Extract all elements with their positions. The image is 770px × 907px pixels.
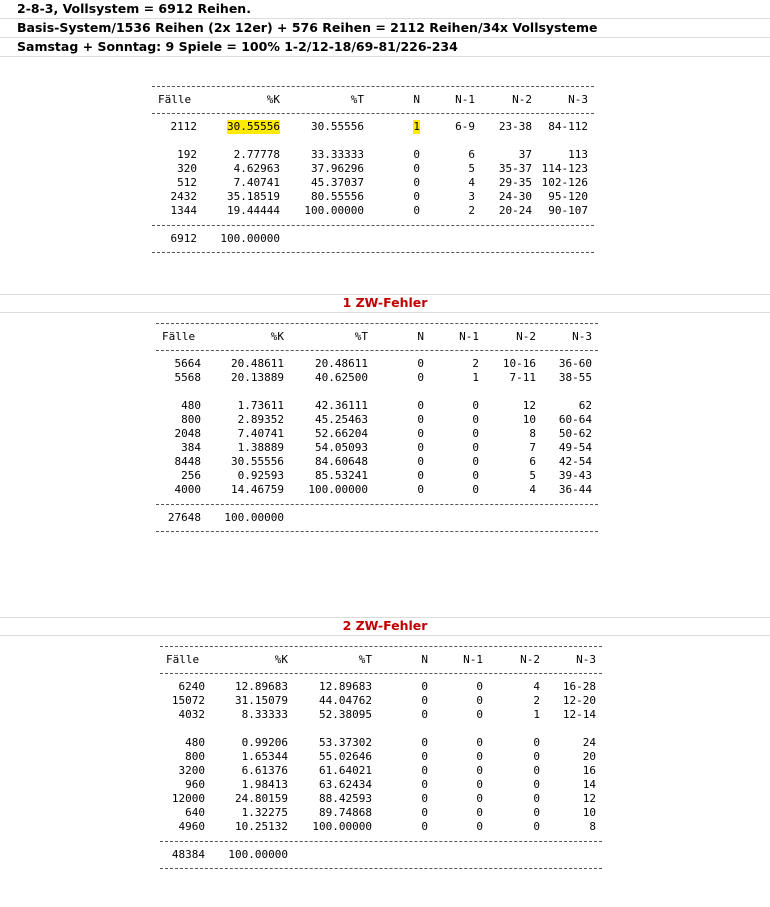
cell-pct-k: 30.55556: [227, 120, 280, 133]
cell-n-2: 7-11: [509, 371, 536, 384]
cell-pct-t: 40.62500: [315, 371, 368, 384]
cell-n-2: 1: [533, 708, 540, 721]
cell-n-1: 0: [476, 806, 483, 819]
table-header-row: [160, 653, 602, 667]
cell-pct-k: 1.98413: [241, 778, 288, 791]
cell-pct-t: 89.74868: [319, 806, 372, 819]
dashed-rule: [156, 504, 598, 505]
cell-n-2: 10: [522, 413, 536, 426]
column-header-n-3: N-3: [572, 330, 592, 343]
section-title-1-zw-fehler: 1 ZW-Fehler: [342, 295, 428, 310]
cell-n-3: 62: [578, 399, 592, 412]
cell-n-3: 24: [582, 736, 596, 749]
cell-faelle: 2432: [170, 190, 197, 203]
column-header-pct-t: %T: [354, 330, 368, 343]
cell-faelle: 1344: [170, 204, 197, 217]
dashed-rule: [156, 323, 598, 324]
cell-n-2: 35-37: [498, 162, 532, 175]
table-row: [156, 399, 598, 413]
cell-pct-t: 80.55556: [311, 190, 364, 203]
cell-pct-t: 33.33333: [311, 148, 364, 161]
column-header-n-2: N-2: [512, 93, 532, 106]
cell-pct-k: 8.33333: [241, 708, 288, 721]
table-row: [160, 764, 602, 778]
cell-n-1: 0: [476, 680, 483, 693]
cell-n-1: 4: [468, 176, 475, 189]
cell-n-1: 3: [468, 190, 475, 203]
table-row: [156, 469, 598, 483]
dashed-rule: [160, 841, 602, 842]
column-header-n-1: N-1: [463, 653, 483, 666]
dashed-rule: [152, 113, 594, 114]
cell-n-1: 6: [468, 148, 475, 161]
cell-n-1: 0: [472, 441, 479, 454]
cell-pct-t: 85.53241: [315, 469, 368, 482]
cell-faelle: 2048: [174, 427, 201, 440]
table-row: [160, 750, 602, 764]
cell-pct-t: 61.64021: [319, 764, 372, 777]
cell-pct-k: 7.40741: [233, 176, 280, 189]
cell-n-3: 42-54: [558, 455, 592, 468]
cell-pct-k: 0.92593: [237, 469, 284, 482]
cell-faelle: 256: [181, 469, 201, 482]
cell-pct-k: 100.00000: [228, 848, 288, 861]
cell-n-2: 12: [522, 399, 536, 412]
cell-faelle: 2112: [170, 120, 197, 133]
cell-pct-t: 30.55556: [311, 120, 364, 133]
cell-pct-k: 0.99206: [241, 736, 288, 749]
cell-faelle: 5664: [174, 357, 201, 370]
column-header-n-3: N-3: [568, 93, 588, 106]
column-header-n: N: [413, 93, 420, 106]
cell-faelle: 3200: [178, 764, 205, 777]
cell-n-1: 6-9: [455, 120, 475, 133]
cell-n-2: 10-16: [502, 357, 536, 370]
dashed-rule: [156, 350, 598, 351]
table-row: [156, 455, 598, 469]
cell-n-3: 12-20: [562, 694, 596, 707]
cell-pct-t: 100.00000: [304, 204, 364, 217]
cell-pct-t: 63.62434: [319, 778, 372, 791]
cell-n-3: 8: [589, 820, 596, 833]
cell-faelle: 512: [177, 176, 197, 189]
cell-n-2: 24-30: [498, 190, 532, 203]
cell-faelle: 8448: [174, 455, 201, 468]
table-row: [152, 190, 594, 204]
cell-n: 1: [413, 120, 420, 133]
table-row: [152, 120, 594, 134]
cell-n-2: 4: [533, 680, 540, 693]
cell-n-3: 114-123: [541, 162, 588, 175]
cell-n-1: 1: [472, 371, 479, 384]
cell-n-2: 23-38: [498, 120, 532, 133]
cell-n: 0: [413, 204, 420, 217]
cell-pct-k: 7.40741: [237, 427, 284, 440]
cell-pct-t: 53.37302: [319, 736, 372, 749]
table-row: [160, 806, 602, 820]
cell-n-3: 14: [582, 778, 596, 791]
column-header-pct-t: %T: [358, 653, 372, 666]
cell-pct-t: 45.25463: [315, 413, 368, 426]
cell-pct-t: 42.36111: [315, 399, 368, 412]
cell-faelle: 320: [177, 162, 197, 175]
cell-n-3: 16-28: [562, 680, 596, 693]
cell-n-1: 0: [476, 708, 483, 721]
column-header-n-3: N-3: [576, 653, 596, 666]
cell-n-2: 0: [533, 792, 540, 805]
cell-n-2: 29-35: [498, 176, 532, 189]
cell-faelle: 4032: [178, 708, 205, 721]
cell-faelle: 384: [181, 441, 201, 454]
table-row: [152, 204, 594, 218]
dashed-rule: [152, 252, 594, 253]
cell-n-2: 7: [529, 441, 536, 454]
cell-pct-k: 1.32275: [241, 806, 288, 819]
cell-pct-k: 19.44444: [227, 204, 280, 217]
cell-n: 0: [413, 190, 420, 203]
column-header-n-1: N-1: [455, 93, 475, 106]
table-total-row: [152, 232, 594, 246]
column-header-n: N: [417, 330, 424, 343]
dashed-rule: [160, 646, 602, 647]
cell-n-1: 0: [476, 820, 483, 833]
cell-n-3: 50-62: [558, 427, 592, 440]
cell-n-1: 0: [476, 750, 483, 763]
cell-faelle: 6240: [178, 680, 205, 693]
dashed-rule: [156, 531, 598, 532]
table-row: [160, 736, 602, 750]
cell-pct-t: 52.38095: [319, 708, 372, 721]
cell-n-1: 0: [476, 694, 483, 707]
cell-pct-k: 20.48611: [231, 357, 284, 370]
cell-n-3: 10: [582, 806, 596, 819]
cell-n-2: 37: [518, 148, 532, 161]
cell-n-1: 0: [476, 764, 483, 777]
dashed-rule: [160, 673, 602, 674]
cell-faelle: 15072: [171, 694, 205, 707]
cell-n-3: 39-43: [558, 469, 592, 482]
cell-pct-t: 44.04762: [319, 694, 372, 707]
cell-faelle: 4960: [178, 820, 205, 833]
cell-n-3: 60-64: [558, 413, 592, 426]
cell-pct-k: 35.18519: [227, 190, 280, 203]
cell-n-1: 2: [468, 204, 475, 217]
table-row: [156, 441, 598, 455]
cell-n-1: 0: [472, 455, 479, 468]
cell-pct-k: 100.00000: [220, 232, 280, 245]
cell-n-3: 90-107: [548, 204, 588, 217]
dashed-rule: [152, 86, 594, 87]
cell-n: 0: [421, 708, 428, 721]
section-title-2-zw-fehler: 2 ZW-Fehler: [342, 618, 428, 633]
cell-pct-k: 6.61376: [241, 764, 288, 777]
cell-n: 0: [417, 455, 424, 468]
cell-pct-k: 100.00000: [224, 511, 284, 524]
table-header-row: [156, 330, 598, 344]
table-row: [156, 371, 598, 385]
cell-n-3: 113: [568, 148, 588, 161]
cell-pct-t: 54.05093: [315, 441, 368, 454]
cell-n-1: 0: [472, 399, 479, 412]
cell-faelle: 800: [181, 413, 201, 426]
cell-pct-t: 55.02646: [319, 750, 372, 763]
cell-n-2: 5: [529, 469, 536, 482]
column-header-n-2: N-2: [516, 330, 536, 343]
cell-faelle: 4000: [174, 483, 201, 496]
cell-pct-t: 100.00000: [308, 483, 368, 496]
cell-pct-t: 37.96296: [311, 162, 364, 175]
table-row: [160, 680, 602, 694]
cell-n: 0: [417, 427, 424, 440]
cell-pct-k: 12.89683: [235, 680, 288, 693]
cell-n-1: 0: [472, 413, 479, 426]
cell-n-3: 36-60: [558, 357, 592, 370]
table-row: [160, 694, 602, 708]
cell-n-3: 12: [582, 792, 596, 805]
cell-n: 0: [417, 399, 424, 412]
cell-pct-k: 30.55556: [231, 455, 284, 468]
cell-n: 0: [417, 483, 424, 496]
table-row: [160, 820, 602, 834]
cell-n-3: 12-14: [562, 708, 596, 721]
cell-n-3: 49-54: [558, 441, 592, 454]
cell-faelle: 48384: [171, 848, 205, 861]
cell-pct-t: 45.37037: [311, 176, 364, 189]
cell-n-2: 0: [533, 778, 540, 791]
cell-n: 0: [421, 792, 428, 805]
cell-n: 0: [421, 806, 428, 819]
cell-pct-k: 31.15079: [235, 694, 288, 707]
cell-pct-t: 88.42593: [319, 792, 372, 805]
cell-n-1: 2: [472, 357, 479, 370]
cell-n: 0: [421, 764, 428, 777]
cell-n-3: 95-120: [548, 190, 588, 203]
column-header-faelle: Fälle: [162, 330, 196, 343]
cell-pct-k: 10.25132: [235, 820, 288, 833]
cell-pct-k: 2.77778: [233, 148, 280, 161]
cell-faelle: 5568: [174, 371, 201, 384]
table-row: [152, 148, 594, 162]
cell-n-2: 0: [533, 806, 540, 819]
table-row: [160, 778, 602, 792]
cell-n-2: 8: [529, 427, 536, 440]
table-row: [156, 413, 598, 427]
cell-pct-k: 2.89352: [237, 413, 284, 426]
header-line-2: Basis-System/1536 Reihen (2x 12er) + 576 Reihen = 2112 Reihen/34x Vollsysteme: [0, 19, 770, 38]
cell-faelle: 480: [181, 399, 201, 412]
cell-n-2: 2: [533, 694, 540, 707]
table-row: [152, 162, 594, 176]
cell-n: 0: [417, 469, 424, 482]
cell-n-1: 0: [476, 778, 483, 791]
cell-pct-k: 1.65344: [241, 750, 288, 763]
table-row: [156, 357, 598, 371]
table-row: [156, 427, 598, 441]
cell-n: 0: [421, 680, 428, 693]
table-row: [156, 483, 598, 497]
cell-faelle: 27648: [167, 511, 201, 524]
dashed-rule: [152, 225, 594, 226]
cell-n-1: 0: [472, 469, 479, 482]
cell-n-1: 0: [476, 792, 483, 805]
cell-n: 0: [417, 371, 424, 384]
cell-n-3: 38-55: [558, 371, 592, 384]
cell-n: 0: [413, 162, 420, 175]
cell-n: 0: [421, 694, 428, 707]
cell-faelle: 640: [185, 806, 205, 819]
cell-n-2: 0: [533, 764, 540, 777]
cell-n-3: 20: [582, 750, 596, 763]
cell-n: 0: [417, 357, 424, 370]
cell-n: 0: [417, 441, 424, 454]
cell-n-3: 84-112: [548, 120, 588, 133]
column-header-pct-t: %T: [350, 93, 364, 106]
cell-pct-k: 1.73611: [237, 399, 284, 412]
cell-n-2: 0: [533, 736, 540, 749]
cell-n-2: 6: [529, 455, 536, 468]
cell-pct-t: 12.89683: [319, 680, 372, 693]
cell-pct-k: 1.38889: [237, 441, 284, 454]
cell-n-3: 16: [582, 764, 596, 777]
cell-faelle: 6912: [170, 232, 197, 245]
cell-n: 0: [421, 820, 428, 833]
table-total-row: [160, 848, 602, 862]
column-header-pct-k: %K: [266, 93, 280, 106]
cell-n-1: 5: [468, 162, 475, 175]
table-row: [152, 176, 594, 190]
cell-n: 0: [421, 736, 428, 749]
cell-pct-k: 14.46759: [231, 483, 284, 496]
cell-n-1: 0: [472, 483, 479, 496]
cell-n-1: 0: [476, 736, 483, 749]
cell-n: 0: [417, 413, 424, 426]
column-header-n-2: N-2: [520, 653, 540, 666]
column-header-pct-k: %K: [270, 330, 284, 343]
column-header-n-1: N-1: [459, 330, 479, 343]
table-total-row: [156, 511, 598, 525]
table-row: [160, 708, 602, 722]
header-line-1: 2-8-3, Vollsystem = 6912 Reihen.: [0, 0, 770, 19]
cell-faelle: 480: [185, 736, 205, 749]
cell-pct-t: 52.66204: [315, 427, 368, 440]
column-header-pct-k: %K: [274, 653, 288, 666]
cell-n: 0: [421, 750, 428, 763]
cell-n: 0: [413, 176, 420, 189]
cell-pct-k: 20.13889: [231, 371, 284, 384]
cell-n: 0: [413, 148, 420, 161]
cell-faelle: 192: [177, 148, 197, 161]
cell-n-3: 102-126: [541, 176, 588, 189]
cell-n-2: 4: [529, 483, 536, 496]
header-line-3: Samstag + Sonntag: 9 Spiele = 100% 1-2/12-18/69-81/226-234: [0, 38, 770, 57]
cell-n-1: 0: [472, 427, 479, 440]
cell-pct-t: 100.00000: [312, 820, 372, 833]
table-row: [160, 792, 602, 806]
dashed-rule: [160, 868, 602, 869]
cell-faelle: 800: [185, 750, 205, 763]
cell-n-3: 36-44: [558, 483, 592, 496]
cell-faelle: 12000: [171, 792, 205, 805]
cell-n: 0: [421, 778, 428, 791]
cell-pct-k: 4.62963: [233, 162, 280, 175]
column-header-n: N: [421, 653, 428, 666]
column-header-faelle: Fälle: [158, 93, 192, 106]
cell-pct-t: 20.48611: [315, 357, 368, 370]
cell-n-2: 0: [533, 750, 540, 763]
cell-faelle: 960: [185, 778, 205, 791]
cell-pct-t: 84.60648: [315, 455, 368, 468]
cell-n-2: 0: [533, 820, 540, 833]
cell-n-2: 20-24: [498, 204, 532, 217]
cell-pct-k: 24.80159: [235, 792, 288, 805]
column-header-faelle: Fälle: [166, 653, 200, 666]
table-header-row: [152, 93, 594, 107]
